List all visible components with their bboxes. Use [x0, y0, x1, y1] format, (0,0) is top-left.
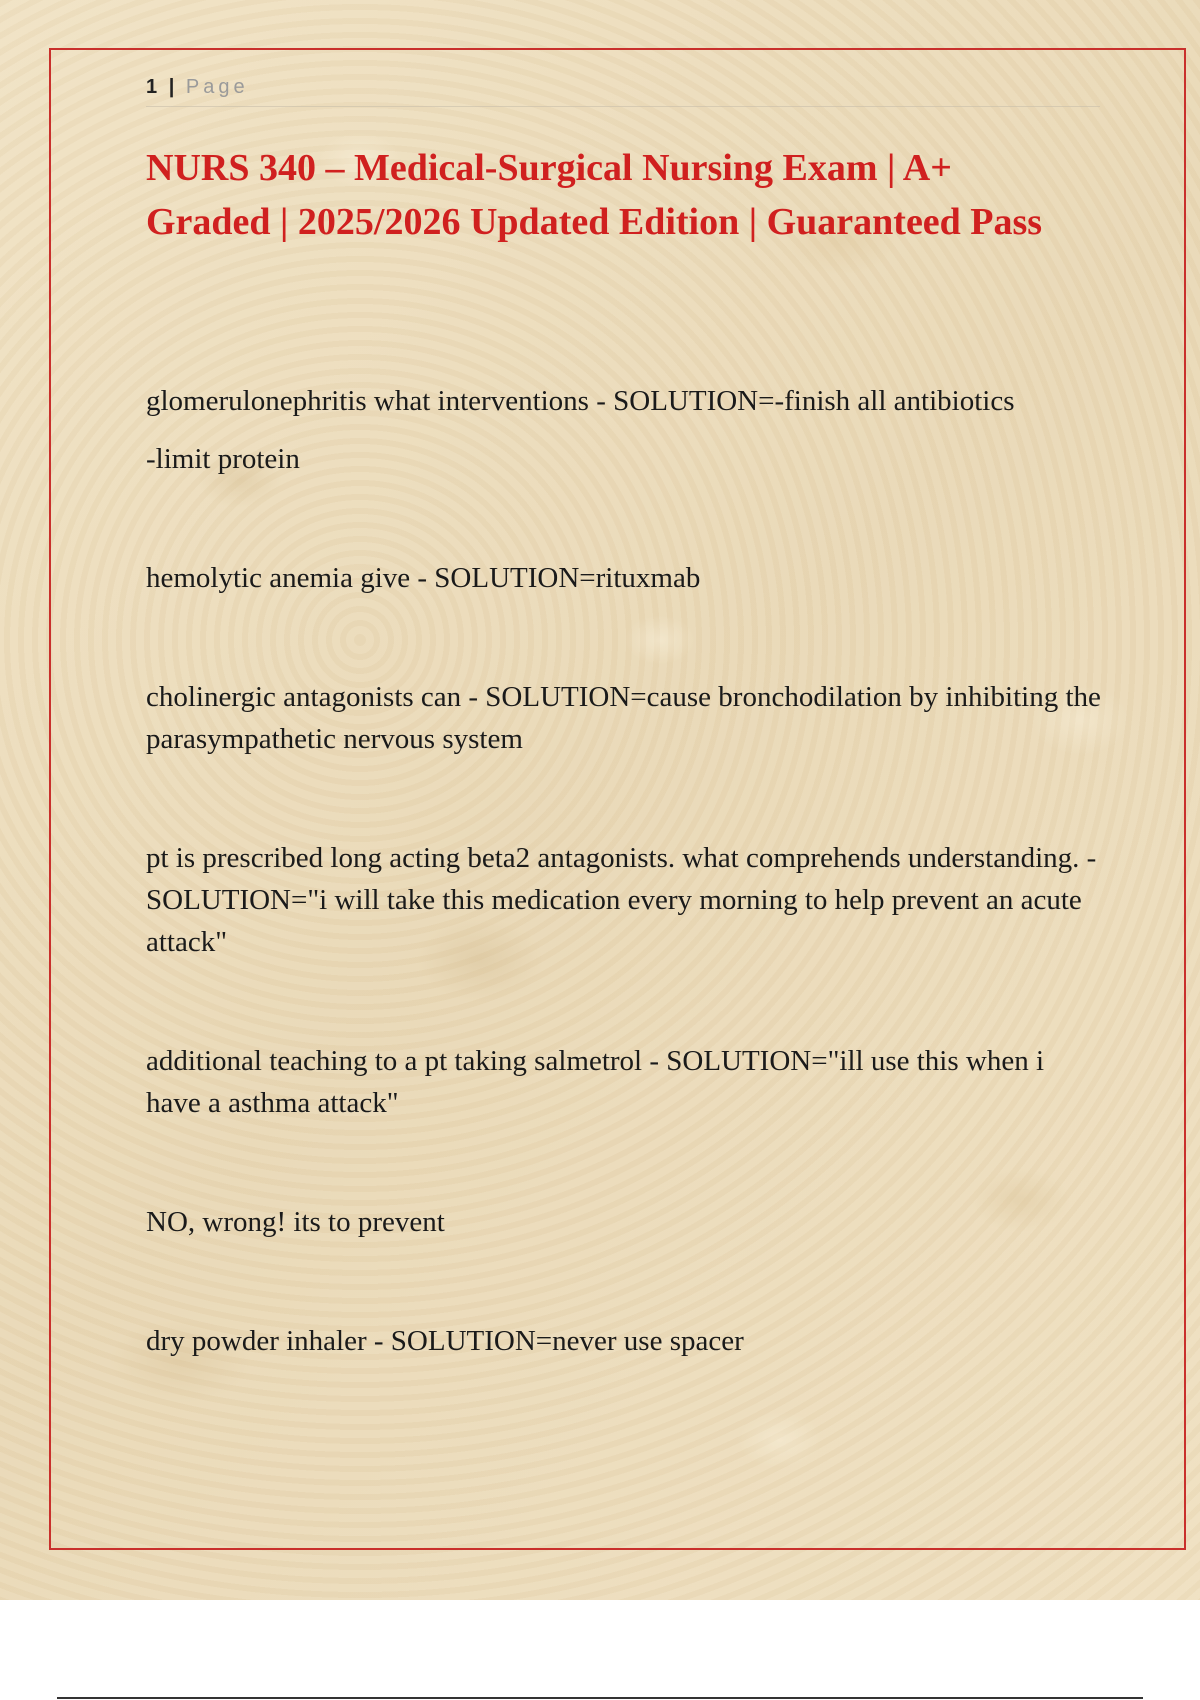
- qa-entry: pt is prescribed long acting beta2 antagonists. what comprehends understanding. - SOLUTION="i will take this medication every morning to help prevent an acute attack": [146, 842, 1097, 958]
- qa-entry: glomerulonephritis what interventions - SOLUTION=-finish all antibiotics: [146, 385, 1015, 417]
- qa-entry: NO, wrong! its to prevent: [146, 1206, 445, 1238]
- qa-entry: cholinergic antagonists can - SOLUTION=cause bronchodilation by inhibiting the parasympathetic nervous system: [146, 681, 1101, 755]
- qa-entry: hemolytic anemia give - SOLUTION=rituxmab: [146, 562, 701, 594]
- page-number-header: [146, 74, 249, 100]
- header-divider: [146, 106, 1100, 107]
- page-number-separator: |: [168, 76, 176, 98]
- qa-entry: dry powder inhaler - SOLUTION=never use spacer: [146, 1325, 744, 1357]
- page-label: Page: [185, 76, 249, 98]
- footer-divider: [57, 1697, 1143, 1699]
- document-title: NURS 340 – Medical-Surgical Nursing Exam | A+ Graded | 2025/2026 Updated Edition | Guaranteed Pass: [146, 147, 1043, 243]
- qa-content: [146, 380, 1106, 1362]
- qa-entry: -limit protein: [146, 443, 300, 475]
- qa-entry: additional teaching to a pt taking salmetrol - SOLUTION="ill use this when i have a asthma attack": [146, 1045, 1045, 1119]
- page-number: 1: [146, 76, 159, 98]
